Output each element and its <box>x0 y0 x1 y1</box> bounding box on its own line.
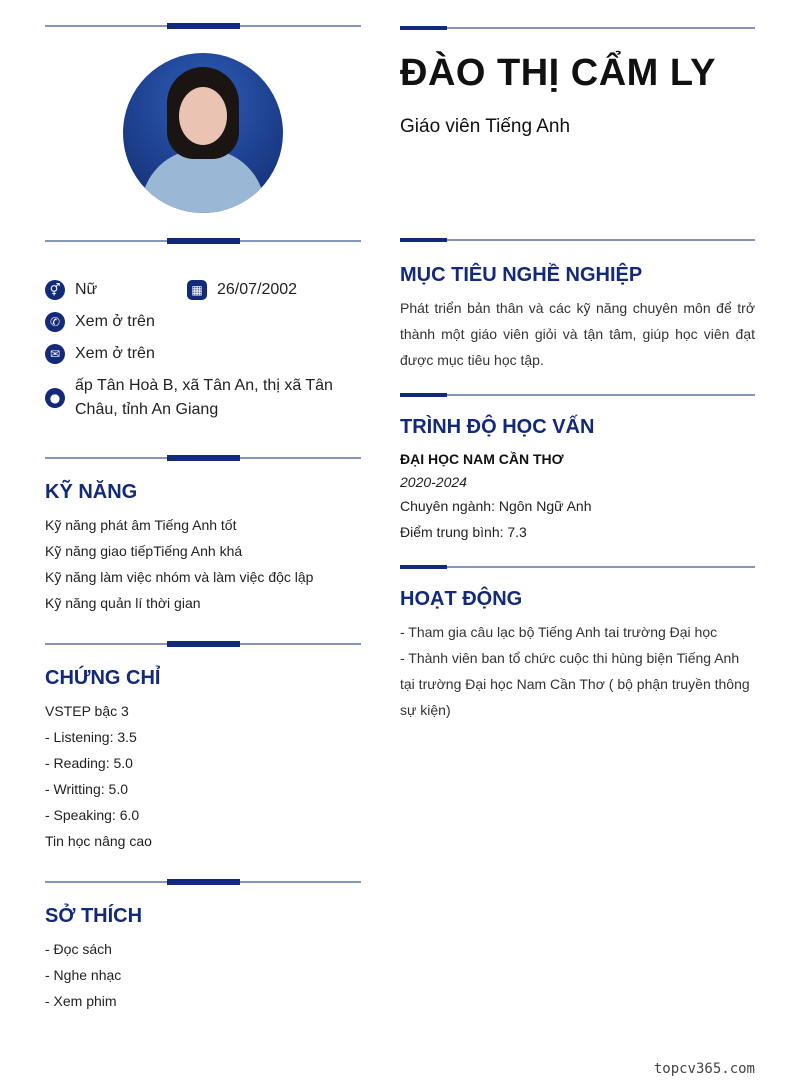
email-icon: ✉ <box>45 344 65 364</box>
skill-item: Kỹ năng quản lí thời gian <box>45 595 201 611</box>
hobbies-title: SỞ THÍCH <box>45 905 143 927</box>
gender-value: Nữ <box>75 281 98 298</box>
candidate-name: ĐÀO THỊ CẨM LY <box>400 52 716 94</box>
certificate-item: - Listening: 3.5 <box>45 729 137 745</box>
school-name: ĐẠI HỌC NAM CẦN THƠ <box>400 451 564 467</box>
skill-item: Kỹ năng giao tiếpTiếng Anh khá <box>45 543 243 559</box>
divider-objective <box>400 237 755 243</box>
hobby-item: - Đọc sách <box>45 941 112 957</box>
phone-value: Xem ở trên <box>75 313 155 330</box>
divider-education <box>400 392 755 398</box>
phone-icon: ✆ <box>45 312 65 332</box>
activity-item: - Tham gia câu lạc bộ Tiếng Anh tai trường Đại học <box>400 624 718 640</box>
activities-title: HOẠT ĐỘNG <box>400 588 523 610</box>
calendar-icon: ▦ <box>187 280 207 300</box>
certificates-title: CHỨNG CHỈ <box>45 667 161 689</box>
job-title: Giáo viên Tiếng Anh <box>400 116 571 137</box>
hobby-item: - Nghe nhạc <box>45 967 122 983</box>
activity-item: - Thành viên ban tổ chức cuộc thi hùng biện Tiếng Anh tại trường Đại học Nam Cần Thơ ( bộ phận truyền thông sự kiện) <box>400 650 750 718</box>
certificate-item: - Writting: 5.0 <box>45 781 128 797</box>
objective-title: MỤC TIÊU NGHỀ NGHIỆP <box>400 264 643 286</box>
hobby-item: - Xem phim <box>45 993 117 1009</box>
certificate-item: Tin học nâng cao <box>45 833 152 849</box>
education-gpa: Điểm trung bình: 7.3 <box>400 524 527 540</box>
location-icon: ● <box>45 388 65 408</box>
skill-item: Kỹ năng làm việc nhóm và làm việc độc lập <box>45 569 314 585</box>
birthday-value: 26/07/2002 <box>217 281 298 298</box>
education-years: 2020-2024 <box>400 474 467 490</box>
skills-title: KỸ NĂNG <box>45 481 138 503</box>
divider-skills <box>45 454 361 463</box>
divider-certificates <box>45 640 361 649</box>
avatar <box>123 53 283 213</box>
education-major: Chuyên ngành: Ngôn Ngữ Anh <box>400 498 592 514</box>
education-title: TRÌNH ĐỘ HỌC VẤN <box>400 416 595 438</box>
divider-activities <box>400 564 755 570</box>
gender-icon: ⚥ <box>45 280 65 300</box>
objective-text: Phát triển bản thân và các kỹ năng chuyên môn để trở thành một giáo viên giỏi và tận tâm, giúp học viên đạt được mục tiêu học tập. <box>400 300 755 368</box>
divider-top-right <box>400 25 755 31</box>
divider-hobbies <box>45 878 361 887</box>
address-value: ấp Tân Hoà B, xã Tân An, thị xã Tân Châu, tỉnh An Giang <box>75 377 333 418</box>
email-value: Xem ở trên <box>75 345 155 362</box>
divider-top-left <box>45 22 361 31</box>
certificate-item: - Speaking: 6.0 <box>45 807 140 823</box>
skill-item: Kỹ năng phát âm Tiếng Anh tốt <box>45 517 237 533</box>
certificate-item: VSTEP bậc 3 <box>45 703 129 719</box>
divider-contact <box>45 237 361 246</box>
footer-brand: topcv365.com <box>653 1061 755 1077</box>
certificate-item: - Reading: 5.0 <box>45 755 133 771</box>
